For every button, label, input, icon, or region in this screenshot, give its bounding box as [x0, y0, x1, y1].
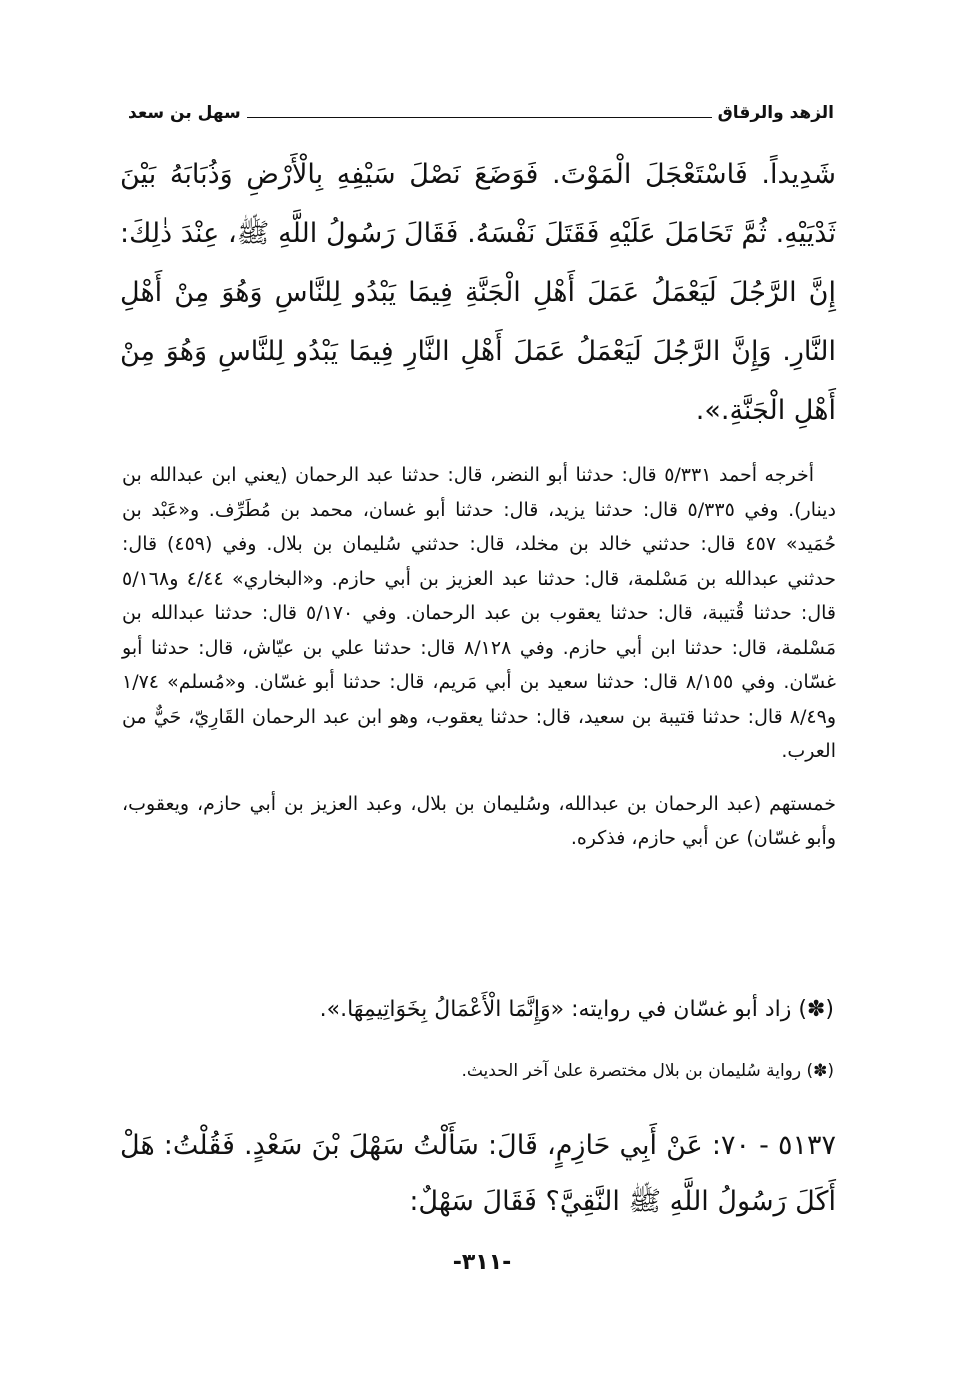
chapter-narrator: سهل بن سعد: [128, 103, 241, 123]
hadith-continuation: [120, 145, 836, 440]
footnote-abu-ghassan: (✽) زاد أبو غسّان في روايته: «وَإِنَّمَا الْأَعْمَالُ بِخَوَاتِيمِهَا.».: [319, 997, 834, 1022]
next-hadith: [120, 1118, 836, 1230]
hadith-continuation-text: شَدِيداً. فَاسْتَعْجَلَ الْمَوْتَ. فَوَضَعَ نَصْلَ سَيْفِهِ بِالْأَرْضِ وَذُبَابَهُ بَيْنَ ثَدْيَيْهِ. ثُمَّ تَحَامَلَ عَلَيْهِ فَقَتَلَ نَفْسَهُ. فَقَالَ رَسُولُ اللَّهِ ﷺ، عِنْدَ ذٰلِكَ: إِنَّ الرَّجُلَ لَيَعْمَلُ عَمَلَ أَهْلِ الْجَنَّةِ فِيمَا يَبْدُو لِلنَّاسِ وَهُوَ مِنْ أَهْلِ النَّارِ. وَإِنَّ الرَّجُلَ لَيَعْمَلُ عَمَلَ أَهْلِ النَّارِ فِيمَا يَبْدُو لِلنَّاسِ وَهُوَ مِنْ أَهْلِ الْجَنَّةِ.».: [120, 159, 836, 426]
takhrij-section: [122, 458, 836, 874]
running-header: [128, 96, 834, 130]
footnote-sulayman: (✽) رواية سُليمان بن بلال مختصرة علىٰ آخر الحديث.: [461, 1061, 834, 1081]
next-hadith-text: ٥١٣٧ - ٧٠: عَنْ أَبِي حَازِمٍ، قَالَ: سَأَلْتُ سَهْلَ بْنَ سَعْدٍ. فَقُلْتُ: هَلْ أَكَلَ رَسُولُ اللَّهِ ﷺ النَّقِيَّ؟ فَقَالَ سَهْلٌ:: [120, 1130, 836, 1217]
book-title: الزهد والرقاق: [717, 103, 834, 123]
takhrij-paragraph-2: خمستهم (عبد الرحمان بن عبدالله، وسُليمان بن بلال، وعبد العزيز بن أبي حازم، ويعقوب، وأبو غسّان) عن أبي حازم، فذكره.: [122, 792, 836, 849]
header-rule: [247, 117, 712, 118]
takhrij-paragraph-1: أخرجه أحمد ٥/٣٣١ قال: حدثنا أبو النضر، قال: حدثنا عبد الرحمان (يعني ابن عبدالله بن دينار). وفي ٥/٣٣٥ قال: حدثنا يزيد، قال: حدثنا أبو غسان، محمد بن مُطَرِّف. و«عَبْد بن حُمَيد» ٤٥٧ قال: حدثني خالد بن مخلد، قال: حدثني سُليمان بن بلال. وفي (٤٥٩) قال: حدثني عبدالله بن مَسْلمة، قال: حدثنا عبد العزيز بن أبي حازم. و«البخاري» ٤/٤٤ و٥/١٦٨ قال: حدثنا قُتيبة، قال: حدثنا يعقوب بن عبد الرحمان. وفي ٥/١٧٠ قال: حدثنا عبدالله بن مَسْلمة، قال: حدثنا ابن أبي حازم. وفي ٨/١٢٨ قال: حدثنا علي بن عيّاش، قال: حدثنا أبو غسّان. وفي ٨/١٥٥ قال: حدثنا سعيد بن أبي مَريم، قال: حدثنا أبو غسّان. و«مُسلم» ١/٧٤ و٨/٤٩ قال: حدثنا قتيبة بن سعيد، قال: حدثنا يعقوب، وهو ابن عبد الرحمان القَارِيّ، حَيٌّ من العرب.: [122, 464, 836, 762]
page-number: -٣١١-: [452, 1250, 512, 1275]
